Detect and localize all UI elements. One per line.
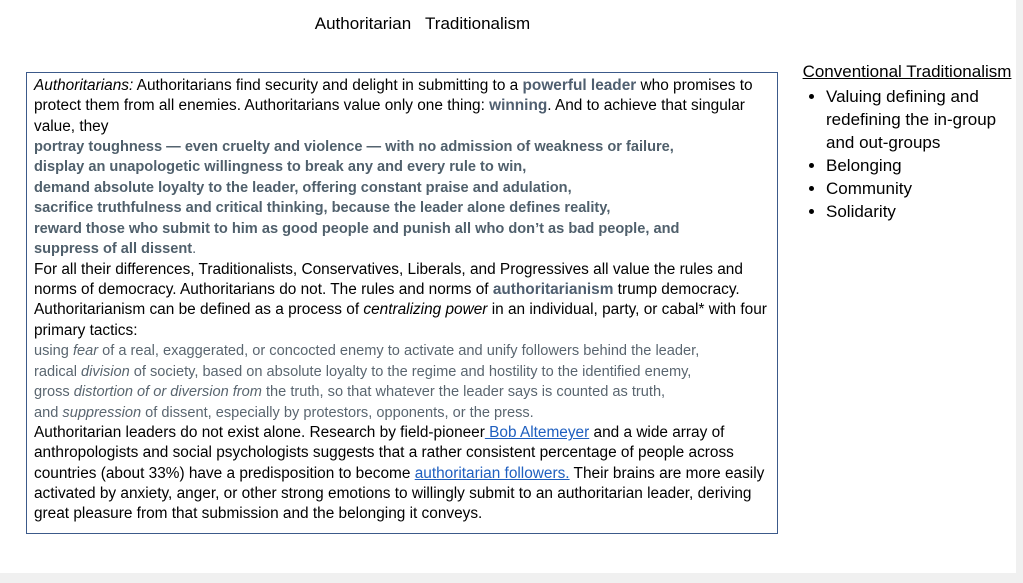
democracy-paragraph: [34, 260, 777, 341]
title-word-2: Traditionalism: [425, 14, 531, 33]
behavior-item: display an unapologetic willingness to break any and every rule to win,: [34, 159, 527, 176]
intro-label: Authoritarians:: [34, 77, 134, 94]
tactic-pre: gross: [34, 384, 74, 401]
para3-text-2: and a wide array of anthropologists and social psychologists suggests that a rather consistent percentage of people across countries (about 33%) have a predisposition to become: [34, 424, 734, 482]
intro-paragraph: [34, 76, 777, 137]
behavior-end: .: [192, 241, 197, 258]
para2-text-2: trump democracy. Authoritarianism can be defined as a process of: [34, 281, 740, 319]
sidebar-heading: Conventional Traditionalism: [802, 62, 1012, 81]
tactic-post: of a real, exaggerated, or concocted enemy to activate and unify followers behind the leader,: [98, 343, 700, 360]
para3-text-1: Authoritarian leaders do not exist alone. Research by field-pioneer: [34, 424, 485, 442]
behavior-item: sacrifice truthfulness and critical thinking, because the leader alone defines reality,: [34, 200, 611, 217]
sidebar-list: [802, 85, 1012, 223]
tactic-item: [34, 382, 777, 403]
tactic-post: of society, based on absolute loyalty to the regime and hostility to the identified enemy,: [129, 363, 692, 380]
behavior-item: portray toughness — even cruelty and violence — with no admission of weakness or failure,: [34, 138, 674, 155]
sidebar-item: • Valuing defining and redefining the in-group and out-groups: [826, 85, 1012, 154]
sidebar: [802, 60, 1012, 223]
research-paragraph: [34, 423, 777, 524]
para2-text-1: For all their differences, Traditionalists, Conservatives, Liberals, and Progressives all value the rules and norms of democracy. Authoritarians do not. The rules and norms of: [34, 260, 743, 299]
behavior-item: demand absolute loyalty to the leader, offering constant praise and adulation,: [34, 179, 572, 196]
tactic-emphasis: fear: [72, 343, 99, 360]
tactic-emphasis: suppression: [62, 404, 142, 421]
intro-text-2: who promises to protect them from all enemies. Authoritarians value only one thing:: [34, 77, 753, 115]
main-text-box: [26, 72, 778, 534]
tactic-pre: using: [34, 343, 73, 360]
behavior-item: suppress of all dissent: [34, 241, 193, 258]
sidebar-item: • Community: [826, 177, 1012, 200]
tactic-emphasis: division: [81, 363, 130, 380]
authoritarianism-text: authoritarianism: [492, 281, 614, 299]
tactic-item: [34, 403, 777, 424]
powerful-leader-text: powerful leader: [522, 77, 637, 94]
title-word-1: Authoritarian: [314, 14, 412, 33]
tactic-pre: radical: [34, 363, 82, 380]
behavior-item-last: [34, 239, 777, 260]
intro-text-3: . And to achieve that singular value, they: [34, 97, 745, 135]
winning-text: winning: [489, 97, 548, 115]
behavior-item: reward those who submit to him as good people and punish all who don’t as bad people, and: [34, 220, 680, 237]
tactic-post: the truth, so that whatever the leader says is counted as truth,: [261, 384, 666, 401]
tactic-item: [34, 341, 777, 362]
tactic-item: [34, 362, 777, 383]
bob-altemeyer-link[interactable]: Bob Altemeyer: [484, 424, 590, 442]
sidebar-item: • Solidarity: [826, 200, 1012, 223]
slide-title: [0, 14, 845, 34]
behaviors-list: [34, 137, 777, 260]
intro-text-1: Authoritarians find security and delight in submitting to a: [133, 77, 523, 94]
authoritarian-followers-link[interactable]: authoritarian followers.: [414, 464, 570, 482]
sidebar-item: • Belonging: [826, 154, 1012, 177]
tactic-pre: and: [34, 404, 63, 421]
tactic-post: of dissent, especially by protestors, opponents, or the press.: [141, 404, 534, 421]
tactics-list: [34, 341, 777, 423]
tactic-emphasis: distortion of or diversion from: [73, 384, 262, 401]
para2-text-3: in an individual, party, or cabal* with four primary tactics:: [34, 301, 767, 339]
para3-text-3: Their brains are more easily activated by anxiety, anger, or other strong emotions to willingly submit to an authoritarian leader, deriving great pleasure from that submission and the belonging it conveys.: [34, 464, 765, 523]
centralizing-power-text: centralizing power: [363, 301, 488, 319]
